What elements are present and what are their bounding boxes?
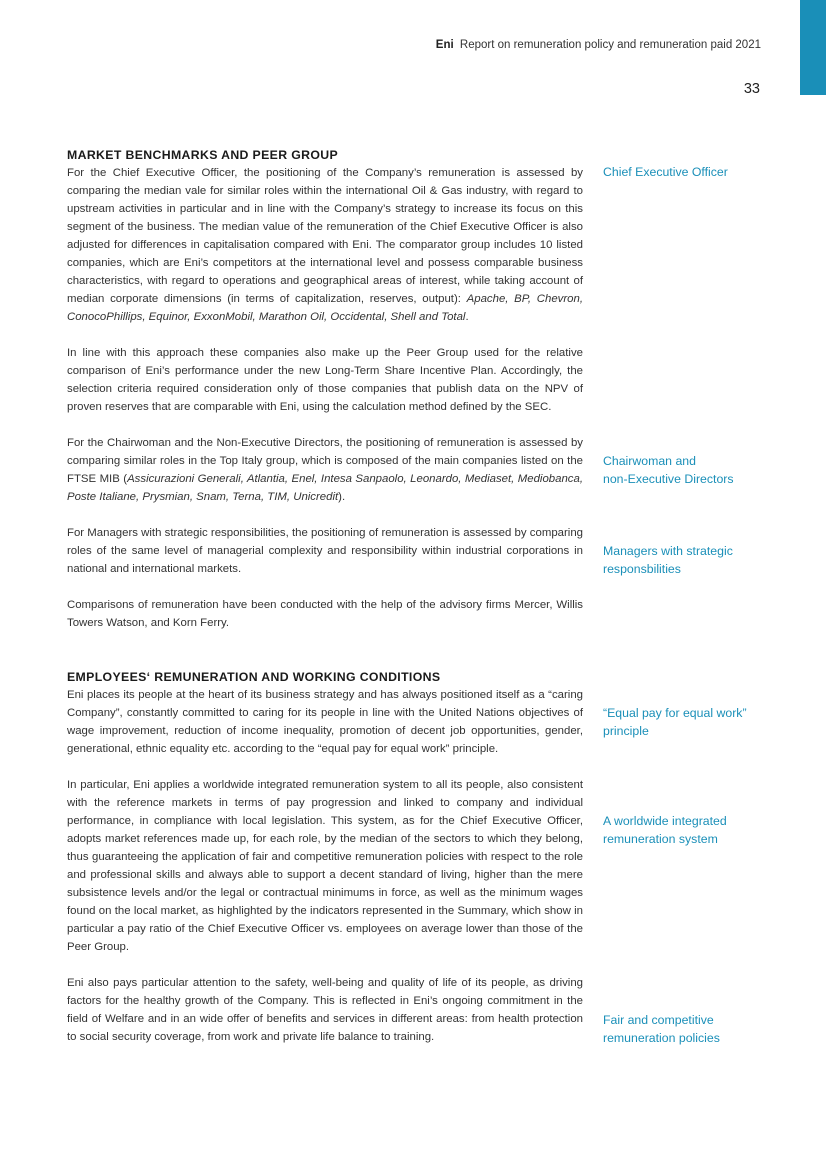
sidenote-ceo	[603, 163, 803, 181]
sidenote-integrated-system	[603, 812, 803, 848]
peer-companies: Apache, BP, Chevron, ConocoPhillips, Equinor, ExxonMobil, Marathon Oil, Occidental, Shell and Total	[67, 293, 583, 323]
sidenote-line: remuneration system	[603, 832, 718, 846]
paragraph-advisory-firms: Comparisons of remuneration have been conducted with the help of the advisory firms Mercer, Willis Towers Watson, and Korn Ferry.	[67, 599, 583, 629]
paragraph-welfare: Eni also pays particular attention to the safety, well-being and quality of life of its people, as driving factors for the healthy growth of the Company. This is reflected in Eni’s ongoing commitment in the field of Welfare and in an wide offer of benefits and services in different areas: from health protection to social security coverage, from work and private life balance to training.	[67, 977, 583, 1043]
sidenote-line: Chairwoman and	[603, 454, 696, 468]
running-header	[436, 39, 761, 51]
sidenote-line: A worldwide integrated	[603, 814, 727, 828]
sidenote-line: remuneration policies	[603, 1031, 720, 1045]
text: .	[465, 311, 469, 323]
paragraph-integrated-system: In particular, Eni applies a worldwide integrated remuneration system to all its people, also consistent with the reference markets in terms of pay progression and linked to company and individual performance, in compliance with local legislation. This system, as for the Chief Executive Officer, adopts market references made up, for each role, by the median of the sectors to which they belong, thus guaranteeing the application of fair and competitive remuneration policies with respect to the role and professional skills and always able to support a decent standard of living, higher than the mere subsistence levels and/or the legal or contractual minimums in force, as well as the minimum wages found on the local market, as highlighted by the indicators represented in the Summary, which show in particular a pay ratio of the Chief Executive Officer vs. employees on average lower than those of the Peer Group.	[67, 779, 583, 953]
paragraph-ceo-positioning	[67, 164, 583, 326]
text: ).	[338, 491, 346, 503]
sidenote-chairwoman	[603, 452, 803, 488]
sidenote-equal-pay	[603, 704, 803, 740]
report-title: Report on remuneration policy and remuneration paid 2021	[459, 39, 761, 51]
main-column	[67, 146, 583, 1046]
text: For the Chairwoman and the Non-Executive Directors, the positioning of remuneration is assessed by comparing similar roles in the Top Italy group, which is composed of the main companies listed on the FTSE MIB (	[67, 437, 583, 485]
sidenote-fair-policies	[603, 1011, 803, 1047]
top-italy-companies: Assicurazioni Generali, Atlantia, Enel, Intesa Sanpaolo, Leonardo, Mediaset, Mediobanca, Poste Italiane, Prysmian, Snam, Terna, TIM, Unicredit	[67, 473, 583, 503]
sidenote-line: non-Executive Directors	[603, 472, 734, 486]
sidenote-line: responsbilities	[603, 562, 681, 576]
paragraph-managers: For Managers with strategic responsibilities, the positioning of remuneration is assessed by comparing roles of the same level of managerial complexity and responsibility within industrial corporations in national and international markets.	[67, 527, 583, 575]
brand-name: Eni	[435, 39, 454, 51]
sidenote-line: Chief Executive Officer	[603, 165, 728, 179]
sidenote-line: “Equal pay for equal work”	[603, 706, 747, 720]
page-number: 33	[743, 81, 760, 97]
sidenote-line: Fair and competitive	[603, 1013, 714, 1027]
paragraph-chairwoman	[67, 434, 583, 506]
sidenote-managers	[603, 542, 803, 578]
sidenote-line: principle	[603, 724, 649, 738]
heading-employees-remuneration: EMPLOYEES‘ REMUNERATION AND WORKING CONDITIONS	[67, 670, 441, 684]
paragraph-caring-company: Eni places its people at the heart of its business strategy and has always positioned itself as a “caring Company”, constantly committed to caring for its people in line with the United Nations objectives of wage improvement, reduction of income inequality, promotion of decent job opportunities, gender, generational, ethnic equality etc. according to the “equal pay for equal work” principle.	[67, 689, 583, 755]
section-tab-marker	[800, 0, 826, 95]
heading-market-benchmarks: MARKET BENCHMARKS AND PEER GROUP	[67, 148, 339, 162]
paragraph-peer-group: In line with this approach these companies also make up the Peer Group used for the relative comparison of Eni’s performance under the new Long-Term Share Incentive Plan. Accordingly, the selection criteria required consideration only of those companies that publish data on the NPV of proven reserves that are comparable with Eni, using the calculation method defined by the SEC.	[67, 347, 583, 413]
sidenote-line: Managers with strategic	[603, 544, 733, 558]
text: For the Chief Executive Officer, the positioning of the Company’s remuneration is assessed by comparing the median vale for similar roles within the international Oil & Gas industry, with regard to upstream activities in particular and in line with the Company’s strategy to increase its focus on this segment of the business. The median value of the remuneration of the Chief Executive Officer is also adjusted for differences in capitalisation compared with Eni. The comparator group includes 10 listed companies, which are Eni’s competitors at the international level and possess comparable business characteristics, with regard to operations and geographical areas of interest, while taking account of median corporate dimensions (in terms of capitalization, reserves, output):	[67, 167, 583, 305]
